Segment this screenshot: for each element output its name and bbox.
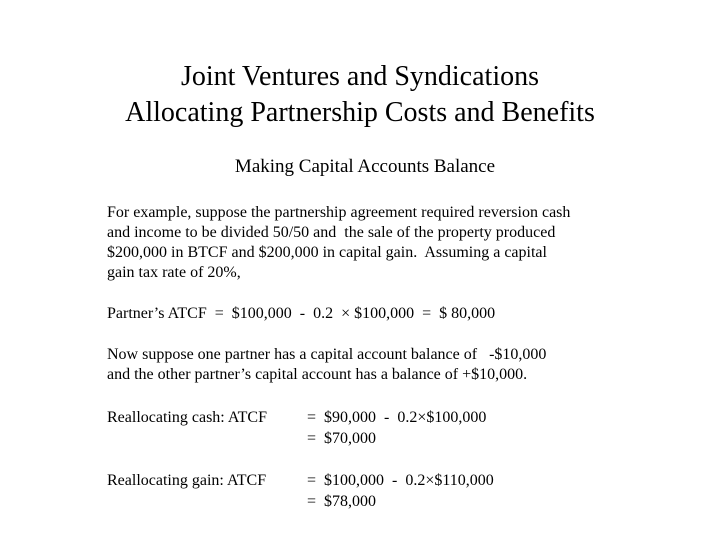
capital-line: and the other partner’s capital account has a balance of +$10,000. xyxy=(107,366,528,383)
capital-line: Now suppose one partner has a capital account balance of -$10,000 xyxy=(107,346,547,363)
partner-atcf-equation xyxy=(107,304,667,324)
realloc-cash-line-2: = $70,000 xyxy=(307,430,377,447)
realloc-gain-line-2: = $78,000 xyxy=(307,493,377,510)
realloc-cash-label: Reallocating cash: ATCF xyxy=(107,409,267,426)
intro-paragraph xyxy=(107,203,667,283)
intro-line: For example, suppose the partnership agreement required reversion cash xyxy=(107,204,571,221)
intro-line: gain tax rate of 20%, xyxy=(107,264,241,281)
section-heading: Making Capital Accounts Balance xyxy=(234,156,496,177)
partner-atcf-line: Partner’s ATCF = $100,000 - 0.2 × $100,000 = $ 80,000 xyxy=(107,305,496,322)
slide-title: Joint Ventures and Syndications xyxy=(180,61,539,92)
realloc-cash-line-1: = $90,000 - 0.2×$100,000 xyxy=(307,409,487,426)
intro-line: $200,000 in BTCF and $200,000 in capital gain. Assuming a capital xyxy=(107,244,547,261)
realloc-gain-label: Reallocating gain: ATCF xyxy=(107,472,267,489)
realloc-gain-line-1: = $100,000 - 0.2×$110,000 xyxy=(307,472,494,489)
slide-subtitle: Allocating Partnership Costs and Benefits xyxy=(125,97,595,128)
capital-account-paragraph xyxy=(107,345,667,385)
intro-line: and income to be divided 50/50 and the sale of the property produced xyxy=(107,224,556,241)
